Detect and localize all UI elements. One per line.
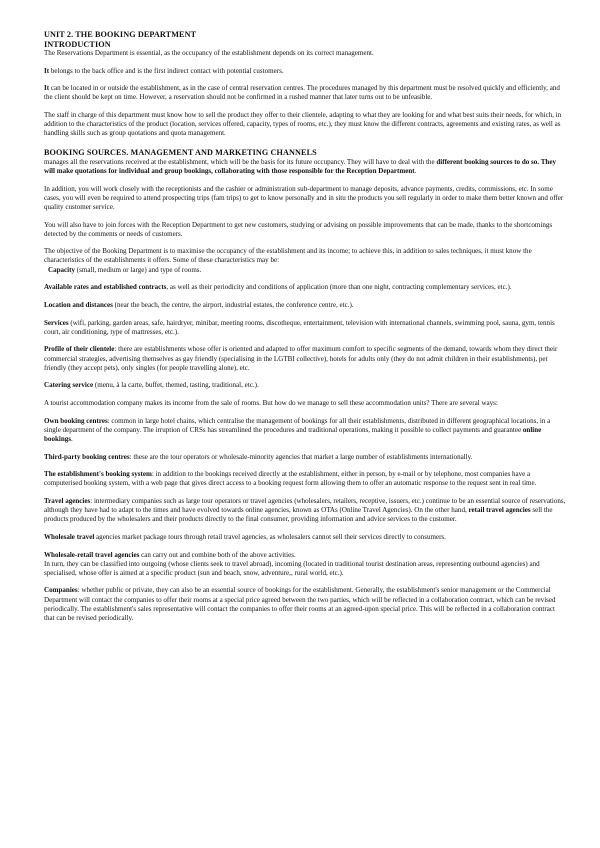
wholesale-retail-more: In turn, they can be classified into outgoing (whose clients seek to travel abroad), incoming (located in traditional tourist destination areas, representing outbound agencies) and specialised, whose offer is aimed at a specific product (sun and beach, snow, adventure,, rural world, etc.).	[44, 559, 540, 577]
channel-item	[44, 470, 566, 488]
characteristic-text: , as well as their periodicity and conditions of application (more than one night, contracting complementary services, etc.).	[166, 283, 512, 292]
channel-text: agencies market package tours through retail travel agencies, as wholesalers cannot sell their services directly to consumers.	[94, 532, 446, 541]
channel-text: : common in large hotel chains, which centralise the management of bookings for all their establishments, distributed in different geographical locations, in a single department of the company. The irruption of CRSs has streamlined the procedures and traditional operations, making it possible to collect payments and guarantee	[44, 416, 551, 434]
sources-intro-b: different booking sources to do so. They will make quotations for individual and group bookings, collaborating with those responsible for the Reception Department	[44, 157, 556, 176]
characteristic-item	[44, 266, 566, 275]
sources-intro-c: .	[414, 167, 417, 176]
intro-paragraph-2-rest: belongs to the back office and is the first indirect contact with potential customers.	[49, 66, 284, 75]
companies-text: : whether public or private, they can also be an essential source of bookings for the establishment. Generally, the establishment's senior management or the Commercial Department will contact the companies to offer their rooms at a special price agreed between the two parties, which will be reflected in a collaboration contract, which can be revised periodically. The establishment's sales representative will contact the companies to offer their rooms at an agreed-upon special price. This will be reflected in a collaboration contract that can be revised periodically.	[44, 586, 556, 622]
channel-text: : intermediary companies such as large tour operators or travel agencies (wholesalers, retailers, receptive, issuers, etc.) continue to be an essential source of reservations, although they have had to adapt to the times and have evolved towards online agencies, known as OTAs (Online Travel Agencies). On the other hand,	[44, 497, 566, 515]
companies-item	[44, 586, 566, 622]
characteristic-term: Catering service	[44, 381, 94, 390]
sources-intro-a: manages all the reservations received at the establishment, which will be the basis for its future occupancy. They will have to deal with the	[44, 157, 437, 166]
characteristic-text: (wifi, parking, garden areas, safe, hairdryer, minibar, meeting rooms, discotheque, entertainment, television with international channels, swimming pool, sauna, gym, tennis court, air conditioning, type of mattresses, etc.).	[44, 318, 555, 336]
channel-text: : in addition to the bookings received directly at the establishment, either in person, by e-mail or by telephone, most companies have a computerised booking system, with a web page that gives direct access to a booking request form allowing them to offer an automatic response to the request sent in real time.	[44, 470, 537, 488]
characteristic-term: Location and distances	[44, 300, 113, 309]
paragraph-collaboration: In addition, you will work closely with the receptionists and the cashier or administration sub-department to manage deposits, advance payments, credits, commissions, etc. In some cases, you will even be required to attend prospecting trips (fam trips) to get to know personally and in situ the products you sell regularly in order to make them better known and offer quality customer service.	[44, 184, 564, 211]
wholesale-retail-term: Wholesale-retail travel agencies	[44, 550, 140, 559]
characteristic-item	[44, 283, 566, 292]
intro-heading: INTRODUCTION	[44, 39, 111, 49]
channel-term: Travel agencies	[44, 497, 91, 505]
intro-paragraph-3-rest: can be located in or outside the establishment, as in the case of central reservation centres. The procedures managed by this department must be resolved quickly and efficiently, and the client should be kept on time. However, a reservation should not be confirmed in a rushed manner that later turns out to be unfeasible.	[44, 84, 560, 102]
channel-term: Wholesale travel	[44, 532, 95, 541]
characteristic-term: Profile of their clientele	[44, 345, 115, 354]
paragraph-objective: The objective of the Booking Department is to maximise the occupancy of the establishment and its income; to achieve this, in addition to sales techniques, it must know the characteristics of the establishments it offers. Some of these characteristics may be:	[44, 247, 532, 265]
channel-text-2: .	[71, 434, 73, 443]
channel-term: Third-party booking centres	[44, 452, 130, 461]
intro-paragraph-1: The Reservations Department is essential, as the occupancy of the establishment depends on its correct management.	[44, 49, 374, 57]
characteristic-text: (small, medium or large) and type of rooms.	[75, 265, 202, 274]
channel-term: Own booking centres	[44, 416, 108, 425]
characteristic-term: Services	[44, 318, 69, 327]
intro-paragraph-4: The staff in charge of this department must know how to sell the product they offer to their clientele, adapting to what they are looking for and what best suits their needs, for which, in addition to the characteristics of the product (location, services offered, capacity, types of rooms, etc.), they must know the different contracts, agreements and existing rates, as well as handling skills such as group quotations and quota management.	[44, 111, 562, 138]
characteristic-term: Capacity	[48, 265, 76, 274]
wholesale-retail-item	[44, 551, 566, 578]
intro-paragraph-2	[44, 67, 566, 76]
channel-item	[44, 497, 566, 524]
sources-intro	[44, 158, 566, 176]
characteristic-item	[44, 345, 566, 372]
companies-term: Companies	[44, 586, 78, 595]
characteristic-text: (near the beach, the centre, the airport, industrial estates, the conference centre, etc.).	[112, 300, 354, 309]
unit-title: UNIT 2. THE BOOKING DEPARTMENT	[44, 30, 197, 39]
paragraph-reception: You will also have to join forces with the Reception Department to get new customers, studying or advising on possible improvements that can be made, thanks to the shortcomings detected by the comments or needs of customers.	[44, 220, 553, 238]
channel-term: The establishment's booking system	[44, 470, 152, 479]
channel-item	[44, 453, 566, 462]
characteristic-text: : there are establishments whose offer is oriented and adapted to offer maximum comfort to specific segments of the demand, towards whom they direct their commercial strategies, advertising themselves as gay friendly (specialising in the LGTBI collective), hotels for adults only (they do not admit children in their establishments), pet friendly (they accept pets), only singles (for people travelling alone), etc.	[44, 345, 558, 372]
characteristic-text: (menu, à la carte, buffet, themed, tasting, traditional, etc.).	[93, 381, 259, 390]
intro-paragraph-3	[44, 84, 566, 102]
characteristic-item	[44, 319, 566, 337]
channel-item	[44, 533, 566, 542]
channel-text-2: sell the products produced by the wholesalers and their products directly to the final consumer, providing information and advice services to the customer.	[44, 506, 553, 524]
channel-item	[44, 417, 566, 444]
sources-heading: BOOKING SOURCES. MANAGEMENT AND MARKETING CHANNELS	[44, 148, 317, 158]
channel-term-2: retail travel agencies	[468, 506, 531, 515]
channel-text: : these are the tour operators or wholesale-minority agencies that market a large number of establishments internationally.	[129, 452, 473, 461]
channel-term-2: online bookings	[44, 425, 542, 443]
characteristic-item	[44, 381, 566, 390]
characteristic-term: Available rates and established contracts	[44, 283, 167, 292]
characteristic-item	[44, 301, 566, 310]
intro-paragraph-3-initial: It	[44, 84, 50, 93]
intro-paragraph-2-initial: It	[44, 66, 50, 75]
channels-intro: A tourist accommodation company makes its income from the sale of rooms. But how do we manage to sell these accommodation units? There are several ways:	[44, 398, 498, 407]
wholesale-retail-text: can carry out and combine both of the above activities.	[139, 550, 296, 559]
